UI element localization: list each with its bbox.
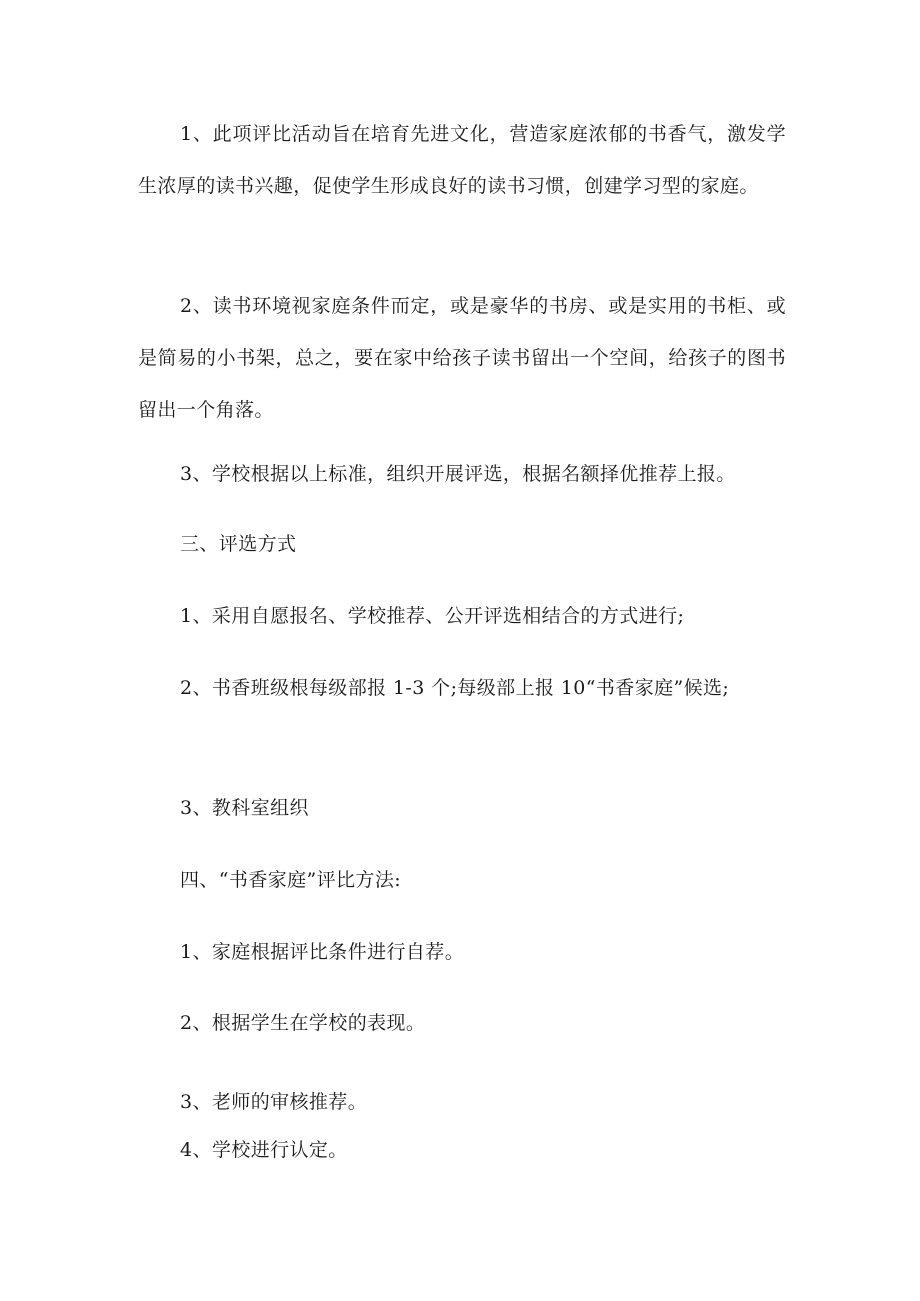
paragraph-school-selection: 3、学校根据以上标准，组织开展评选，根据名额择优推荐上报。	[180, 463, 736, 485]
paragraph-evaluation-3: 3、老师的审核推荐。	[180, 1091, 368, 1113]
paragraph-evaluation-2: 2、根据学生在学校的表现。	[180, 1012, 426, 1034]
paragraph-method-3: 3、教科室组织	[180, 797, 309, 819]
section-heading-selection-method: 三、评选方式	[180, 533, 297, 555]
paragraph-activity-purpose: 1、此项评比活动旨在培育先进文化，营造家庭浓郁的书香气，激发学生浓厚的读书兴趣，促使学生形成良好的读书习惯，创建学习型的家庭。	[138, 123, 786, 197]
section-heading-evaluation-method: 四、“书香家庭”评比方法:	[180, 869, 402, 891]
paragraph-method-2: 2、书香班级根每级部报 1-3 个;每级部上报 10“书香家庭”候选;	[180, 677, 730, 699]
paragraph-reading-environment: 2、读书环境视家庭条件而定，或是豪华的书房、或是实用的书柜、或是简易的小书架，总之，要在家中给孩子读书留出一个空间，给孩子的图书留出一个角落。	[138, 295, 786, 421]
paragraph-evaluation-1: 1、家庭根据评比条件进行自荐。	[180, 941, 465, 963]
paragraph-evaluation-4: 4、学校进行认定。	[180, 1139, 348, 1161]
paragraph-method-1: 1、采用自愿报名、学校推荐、公开评选相结合的方式进行;	[180, 605, 685, 627]
